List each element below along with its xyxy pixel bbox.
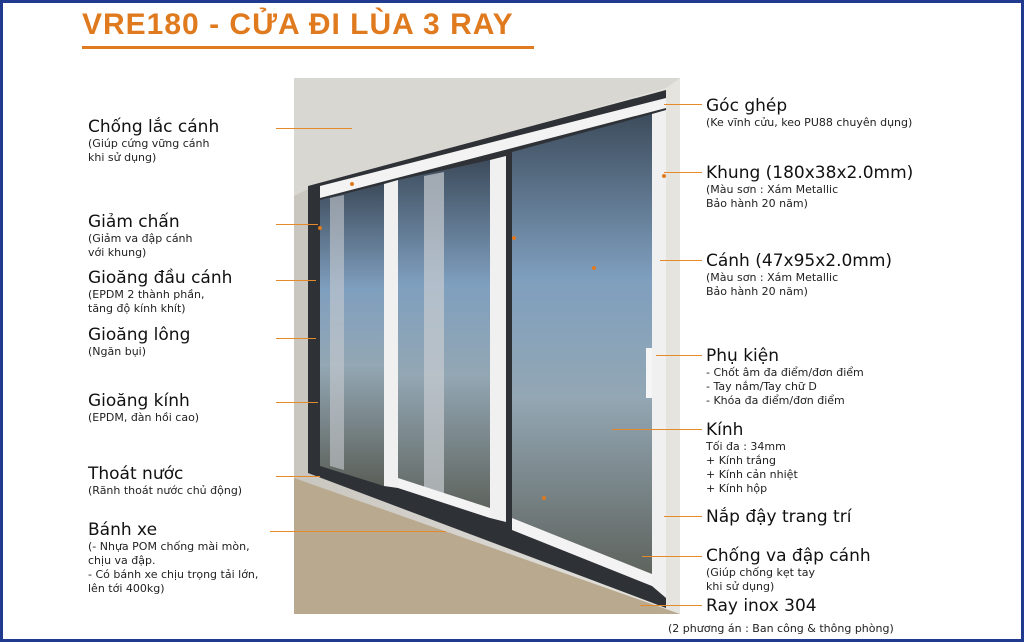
leader-line: [270, 531, 446, 532]
label-thoat-nuoc: [88, 464, 242, 498]
leader-line: [660, 260, 702, 261]
label-subtitle: (EPDM 2 thành phần, tăng độ kính khít): [88, 288, 205, 315]
label-title: Gioăng kính: [88, 391, 190, 411]
leader-line: [640, 605, 702, 606]
label-subtitle: (Ke vĩnh cửu, keo PU88 chuyên dụng): [706, 116, 913, 129]
leader-line: [276, 338, 316, 339]
label-title: Góc ghép: [706, 96, 788, 116]
label-ray-inox-note: [668, 622, 894, 636]
leader-line: [276, 476, 320, 477]
label-title: Gioăng đầu cánh: [88, 268, 233, 288]
label-subtitle: - Chốt âm đa điểm/đơn điểm - Tay nắm/Tay chữ D - Khóa đa điểm/đơn điểm: [706, 366, 864, 407]
label-subtitle: (Giúp cứng vững cánh khi sử dụng): [88, 137, 210, 164]
label-subtitle: (Màu sơn : Xám Metallic Bảo hành 20 năm): [706, 271, 839, 298]
title-underline: [82, 46, 534, 49]
label-kinh: [706, 420, 798, 496]
label-title: Khung (180x38x2.0mm): [706, 163, 914, 183]
leader-line: [612, 429, 702, 430]
label-gioang-long: [88, 325, 190, 359]
label-goc-ghep: [706, 96, 912, 130]
label-subtitle: (Giảm va đập cánh với khung): [88, 232, 193, 259]
label-nap-day: [706, 507, 851, 527]
leader-line: [276, 402, 318, 403]
leader-line: [664, 516, 702, 517]
label-phu-kien: [706, 346, 864, 408]
label-subtitle: (EPDM, đàn hồi cao): [88, 411, 200, 424]
label-title: Nắp đậy trang trí: [706, 507, 852, 527]
label-subtitle: (Rãnh thoát nước chủ động): [88, 484, 243, 497]
leader-line: [664, 172, 702, 173]
label-subtitle: (2 phương án : Ban công & thông phòng): [668, 622, 894, 635]
leader-line: [276, 280, 316, 281]
label-ray-inox: [706, 596, 817, 616]
label-subtitle: (- Nhựa POM chống mài mòn, chịu va đập. - Có bánh xe chịu trọng tải lớn, lên tới 400kg): [88, 540, 259, 595]
label-title: Giảm chấn: [88, 212, 180, 232]
label-title: Kính: [706, 420, 744, 440]
label-giam-chan: [88, 212, 193, 260]
label-title: Phụ kiện: [706, 346, 780, 366]
door-photo: [294, 78, 680, 614]
label-title: Cánh (47x95x2.0mm): [706, 251, 893, 271]
page-title: VRE180 - CỬA ĐI LÙA 3 RAY: [82, 8, 514, 41]
label-title: Gioăng lông: [88, 325, 191, 345]
label-subtitle: (Ngăn bụi): [88, 345, 147, 358]
leader-line: [664, 104, 702, 105]
label-khung: [706, 163, 913, 211]
leader-line: [656, 355, 702, 356]
label-gioang-dau-canh: [88, 268, 232, 316]
label-subtitle: (Giúp chống kẹt tay khi sử dụng): [706, 566, 816, 593]
label-title: Thoát nước: [88, 464, 184, 484]
label-gioang-kinh: [88, 391, 199, 425]
label-banh-xe: [88, 520, 258, 596]
label-title: Chống va đập cánh: [706, 546, 871, 566]
label-canh: [706, 251, 892, 299]
label-chong-va-dap: [706, 546, 871, 594]
label-subtitle: (Màu sơn : Xám Metallic Bảo hành 20 năm): [706, 183, 839, 210]
label-subtitle: Tối đa : 34mm + Kính trắng + Kính cản nhiệt + Kính hộp: [706, 440, 798, 495]
leader-line: [642, 556, 702, 557]
label-title: Ray inox 304: [706, 596, 817, 616]
label-chong-lac-canh: [88, 117, 219, 165]
label-title: Chống lắc cánh: [88, 117, 220, 137]
label-title: Bánh xe: [88, 520, 158, 540]
door-illustration: [294, 78, 680, 614]
leader-line: [276, 128, 352, 129]
leader-line: [276, 224, 318, 225]
